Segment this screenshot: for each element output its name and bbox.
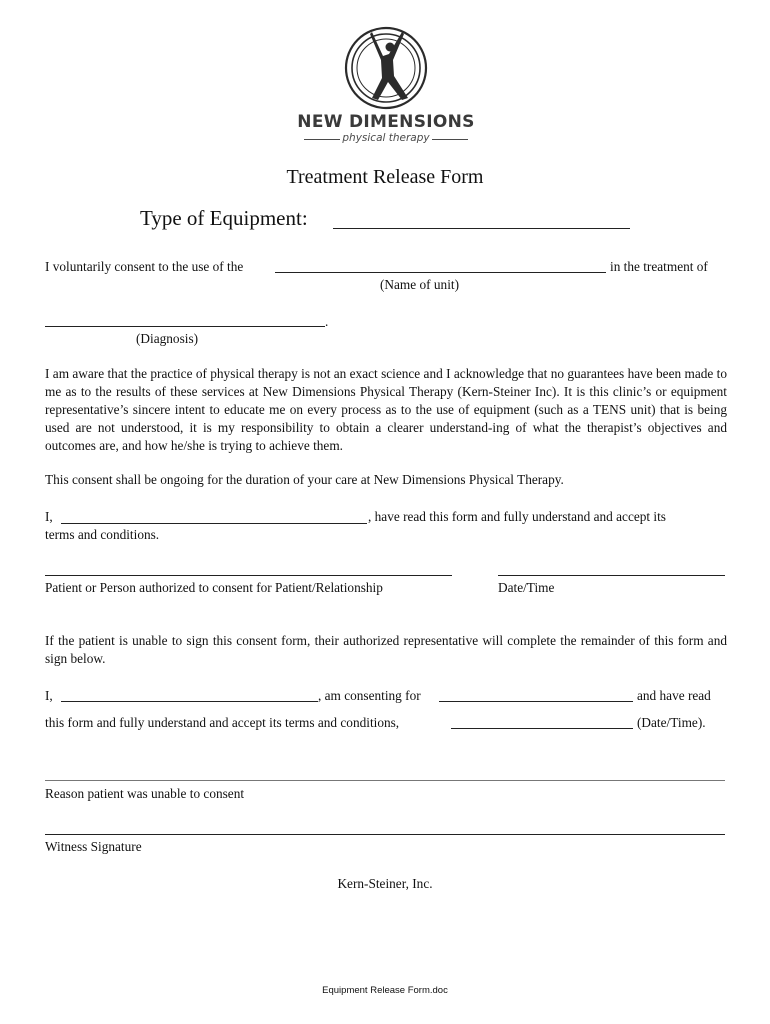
- name-of-unit-field[interactable]: [275, 272, 606, 273]
- equipment-field[interactable]: [333, 228, 630, 229]
- patient-ack-suffix: , have read this form and fully understand and accept its: [368, 509, 666, 524]
- diagnosis-field[interactable]: [45, 326, 325, 327]
- rep-prefix: I,: [45, 688, 53, 703]
- ongoing-paragraph: This consent shall be ongoing for the duration of your care at New Dimensions Physical Therapy.: [45, 472, 564, 487]
- patient-ack-line2: terms and conditions.: [45, 527, 160, 542]
- reason-caption: Reason patient was unable to consent: [45, 786, 245, 801]
- footer-filename: Equipment Release Form.doc: [322, 985, 448, 996]
- patient-name-field[interactable]: [61, 523, 367, 524]
- rep-middle: , am consenting for: [318, 688, 421, 703]
- representative-name-field[interactable]: [61, 701, 318, 702]
- rep-suffix: and have read: [637, 688, 711, 703]
- rep-line2-suffix: (Date/Time).: [637, 715, 706, 730]
- rep-line2-prefix: this form and fully understand and accept its terms and conditions,: [45, 715, 400, 730]
- patient-signature-field[interactable]: [45, 575, 452, 576]
- consent-suffix: in the treatment of: [610, 259, 708, 274]
- witness-signature-field[interactable]: [45, 834, 725, 835]
- equipment-label: Type of Equipment:: [140, 206, 308, 230]
- awareness-paragraph: I am aware that the practice of physical therapy is not an exact science and I acknowledge that no guarantees have been made to me as to the results of these services at New Dimensions Physical Therapy (Kern-Steiner Inc). It is this clinic’s or equipment representative’s sincere intent to educate me on every process as to the use of equipment (such as a TENS unit) that is being used are not understood, it is my responsibility to obtain a clearer understand-ing of what the therapist’s objectives and outcomes are, and how he/she is trying to achieve them.: [45, 366, 727, 453]
- consent-prefix: I voluntarily consent to the use of the: [45, 259, 244, 274]
- form-title: Treatment Release Form: [286, 166, 484, 188]
- diagnosis-period: .: [325, 314, 329, 329]
- representative-intro: If the patient is unable to sign this consent form, their authorized representative will complete the remainder of this form and sign below.: [45, 633, 727, 666]
- representative-date-time-field[interactable]: [451, 728, 633, 729]
- reason-field[interactable]: [45, 780, 725, 781]
- patient-date-time-field[interactable]: [498, 575, 725, 576]
- brand-underline-right: [432, 139, 468, 140]
- consenting-for-field[interactable]: [439, 701, 633, 702]
- company-name: Kern-Steiner, Inc.: [337, 876, 433, 891]
- witness-caption: Witness Signature: [45, 839, 142, 854]
- brand-name: NEW DIMENSIONS: [297, 112, 475, 132]
- name-of-unit-caption: (Name of unit): [380, 277, 460, 292]
- patient-signature-caption: Patient or Person authorized to consent for Patient/Relationship: [45, 580, 383, 595]
- diagnosis-caption: (Diagnosis): [136, 331, 199, 346]
- brand-tagline: physical therapy: [342, 132, 430, 144]
- patient-ack-prefix: I,: [45, 509, 53, 524]
- date-time-caption: Date/Time: [498, 580, 555, 595]
